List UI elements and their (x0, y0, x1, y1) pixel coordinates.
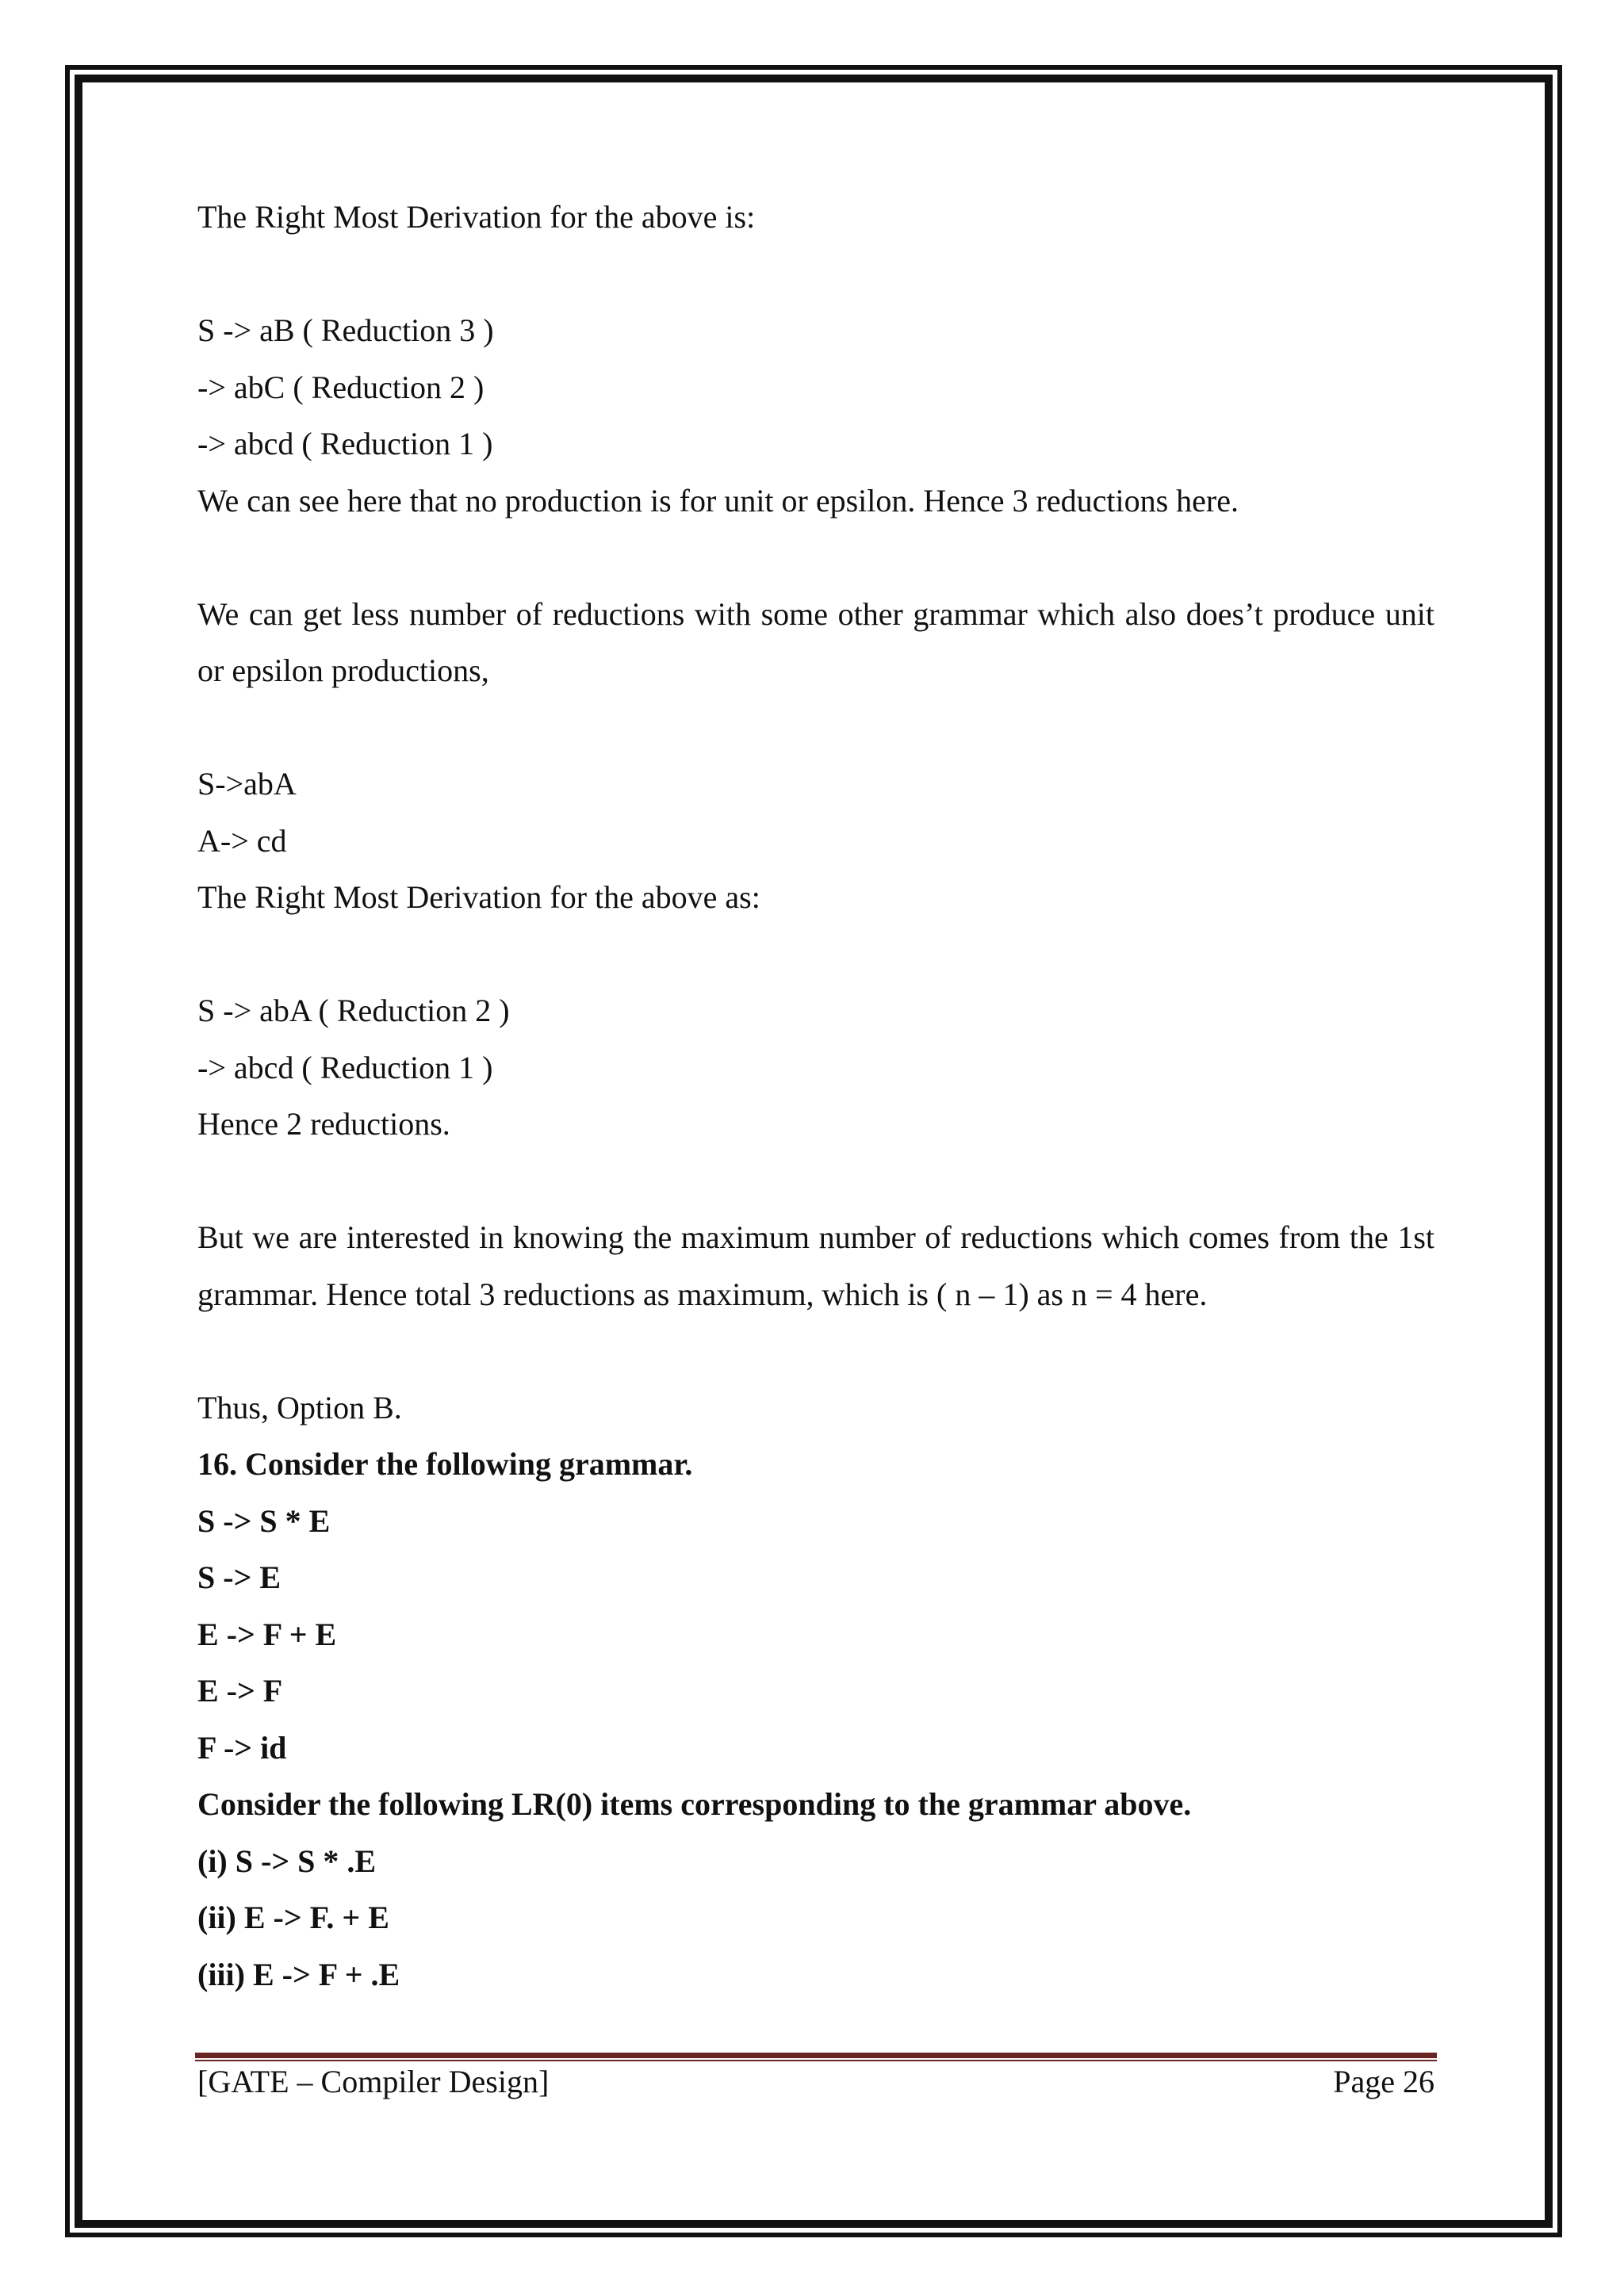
grammar-production: S -> S * E (197, 1502, 331, 1539)
question-title: 16. Consider the following grammar. (197, 1446, 693, 1482)
paragraph: We can see here that no production is for unit or epsilon. Hence 3 reductions here. (197, 482, 1239, 519)
answer: Thus, Option B. (197, 1389, 402, 1425)
page-number: Page 26 (1333, 2064, 1434, 2099)
grammar-production: E -> F + E (197, 1616, 337, 1652)
derivation-heading-2: The Right Most Derivation for the above as: (197, 879, 760, 915)
spacer (197, 246, 1434, 303)
derivation-step: -> abcd ( Reduction 1 ) (197, 426, 493, 461)
spacer (197, 699, 1434, 756)
paragraph: But we are interested in knowing the maximum number of reductions which comes from the 1st grammar. Hence total 3 reductions as maximum, which is ( n – 1) as n = 4 here. (197, 1219, 1442, 1312)
footer-title: [GATE – Compiler Design] (197, 2064, 550, 2099)
lr0-item: (ii) E -> F. + E (197, 1900, 389, 1935)
page-content (197, 189, 1442, 2003)
derivation-heading-1: The Right Most Derivation for the above is: (197, 199, 756, 235)
spacer (197, 1322, 1434, 1380)
spacer (197, 1153, 1434, 1210)
footer-rule-thick (195, 2053, 1437, 2058)
page-footer (197, 2060, 1434, 2104)
grammar-rule: A-> cd (197, 822, 287, 859)
derivation-step: -> abcd ( Reduction 1 ) (197, 1049, 493, 1085)
items-intro: Consider the following LR(0) items corresponding to the grammar above. (197, 1786, 1192, 1822)
paragraph: Hence 2 reductions. (197, 1106, 450, 1142)
grammar-rule: S->abA (197, 766, 297, 802)
grammar-production: S -> E (197, 1559, 282, 1595)
grammar-production: E -> F (197, 1673, 283, 1709)
derivation-step: -> abC ( Reduction 2 ) (197, 369, 485, 405)
lr0-item: (i) S -> S * .E (197, 1843, 377, 1879)
derivation-step: S -> aB ( Reduction 3 ) (197, 312, 494, 348)
derivation-step: S -> abA ( Reduction 2 ) (197, 993, 510, 1028)
paragraph: We can get less number of reductions with some other grammar which also does’t produce unit or epsilon productions, (197, 595, 1442, 688)
lr0-item: (iii) E -> F + .E (197, 1956, 400, 1992)
spacer (197, 926, 1434, 983)
spacer (197, 529, 1434, 586)
grammar-production: F -> id (197, 1729, 287, 1766)
